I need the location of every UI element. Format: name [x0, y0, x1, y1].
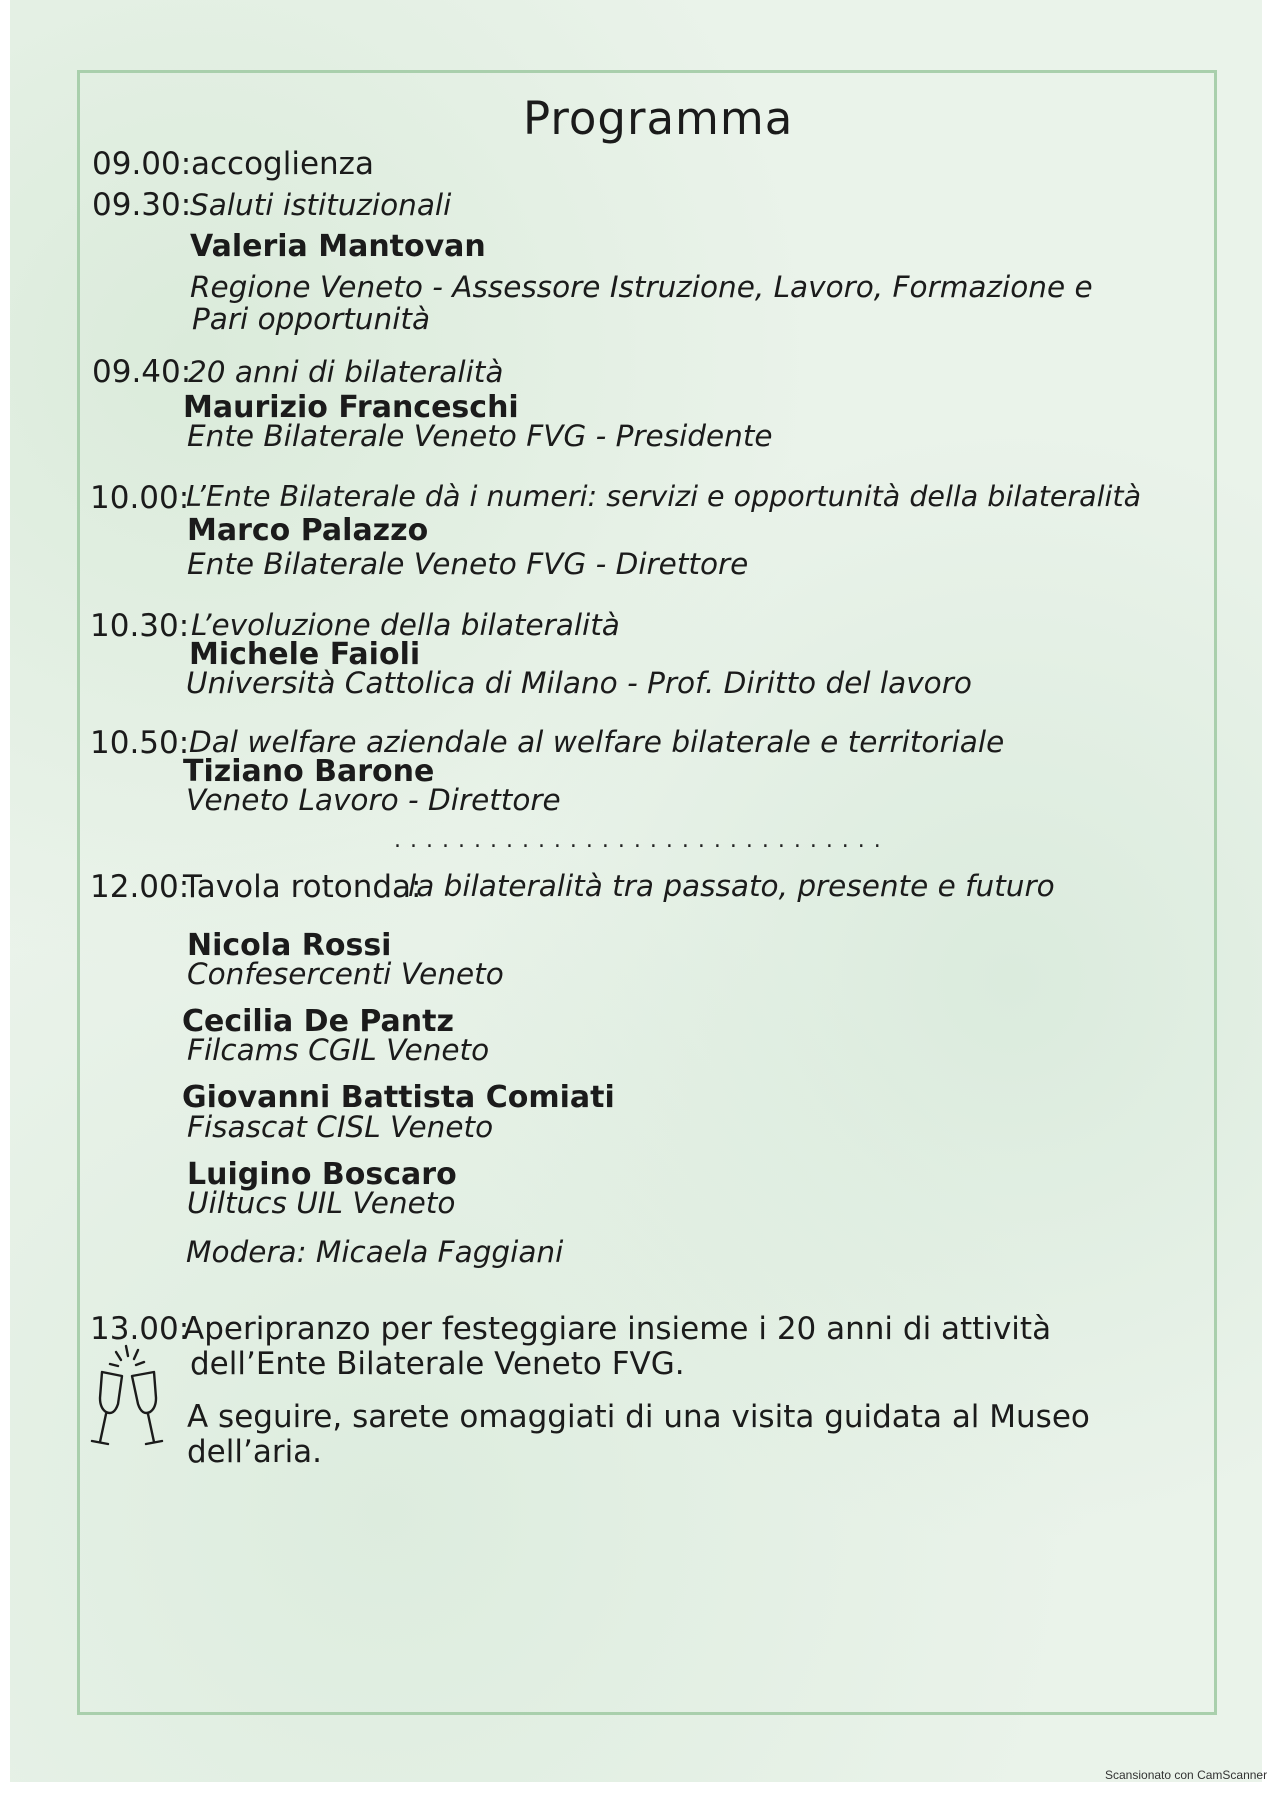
time-1000: 10.00: — [90, 480, 190, 516]
item-1300-text-cont: dell’Ente Bilaterale Veneto FVG. — [190, 1346, 685, 1382]
speaker-role-cont: Pari opportunità — [192, 302, 431, 336]
panelist-name: Nicola Rossi — [187, 928, 392, 963]
time-1300: 13.00: — [90, 1311, 190, 1347]
speaker-role: Regione Veneto - Assessore Istruzione, Lavoro, Formazione e — [190, 270, 1093, 304]
time-0930: 09.30: — [92, 187, 192, 223]
time-1200: 12.00: — [90, 869, 190, 905]
speaker-name: Marco Palazzo — [187, 513, 429, 548]
panelist-org: Filcams CGIL Veneto — [187, 1033, 490, 1067]
item-1050-topic: Dal welfare aziendale al welfare bilaterale e territoriale — [189, 725, 1005, 759]
scanner-footer: Scansionato con CamScanner — [1105, 1768, 1268, 1782]
time-0940: 09.40: — [92, 354, 192, 390]
item-0930-topic: Saluti istituzionali — [190, 188, 452, 222]
speaker-name: Tiziano Barone — [183, 754, 435, 789]
separator-dots: ............................... — [394, 828, 890, 853]
time-1030: 10.30: — [90, 608, 190, 644]
speaker-name: Valeria Mantovan — [190, 229, 486, 264]
panelist-org: Uiltucs UIL Veneto — [187, 1186, 456, 1220]
panelist-name: Cecilia De Pantz — [182, 1004, 454, 1039]
item-1300-note: A seguire, sarete omaggiati di una visita guidata al Museo — [187, 1399, 1090, 1435]
speaker-role: Veneto Lavoro - Direttore — [186, 783, 561, 817]
item-1300-text: Aperipranzo per festeggiare insieme i 20 anni di attività — [183, 1311, 1052, 1347]
speaker-role: Ente Bilaterale Veneto FVG - Direttore — [187, 547, 749, 581]
time-1050: 10.50: — [90, 725, 190, 761]
item-1000-topic: L’Ente Bilaterale dà i numeri: servizi e opportunità della bilateralità — [186, 480, 1142, 513]
speaker-role: Ente Bilaterale Veneto FVG - Presidente — [187, 419, 773, 453]
panelist-name: Luigino Boscaro — [187, 1157, 457, 1192]
champagne-glasses-icon — [88, 1342, 168, 1460]
item-1200-prefix: Tavola rotonda: — [183, 869, 422, 905]
item-1200-topic: la bilateralità tra passato, presente e futuro — [408, 869, 1055, 903]
speaker-name: Maurizio Franceschi — [183, 390, 519, 425]
program-sheet — [10, 0, 1268, 1782]
panelist-name: Giovanni Battista Comiati — [182, 1080, 615, 1115]
panelist-org: Fisascat CISL Veneto — [187, 1110, 494, 1144]
item-1300-note-cont: dell’aria. — [187, 1434, 323, 1470]
speaker-name: Michele Faioli — [189, 637, 421, 672]
item-1030-topic: L’evoluzione della bilateralità — [191, 608, 620, 642]
panelist-org: Confesercenti Veneto — [187, 957, 504, 991]
item-0940-topic: 20 anni di bilateralità — [188, 355, 504, 389]
page-title: Programma — [523, 92, 794, 145]
speaker-role: Università Cattolica di Milano - Prof. Diritto del lavoro — [186, 666, 972, 700]
moderator: Modera: Micaela Faggiani — [186, 1235, 564, 1269]
item-0900-text: accoglienza — [191, 146, 374, 182]
time-0900: 09.00: — [92, 146, 192, 182]
